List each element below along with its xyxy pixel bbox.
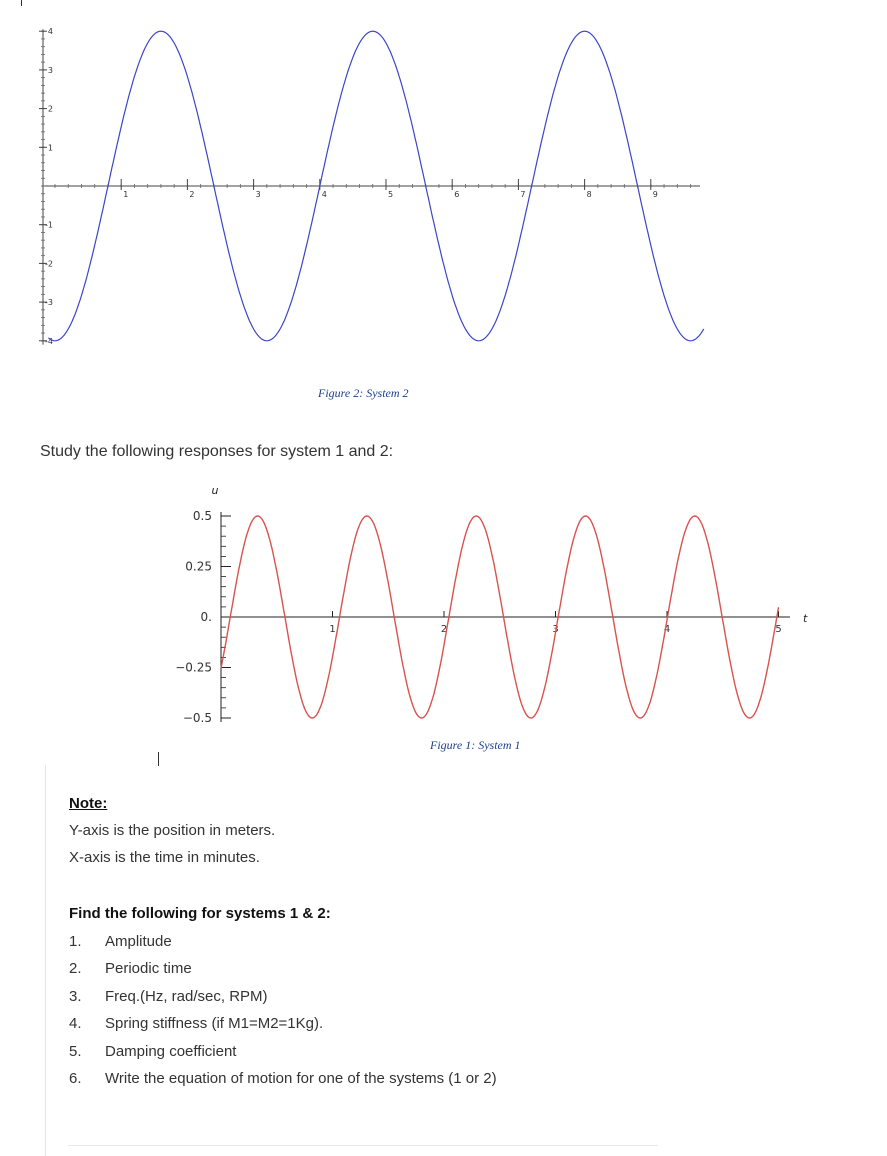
system1-chart [0,470,887,740]
question-text: Write the equation of motion for one of the systems (1 or 2) [105,1070,497,1087]
system2-chart [0,0,887,380]
question-number: 1. [69,932,82,950]
note-title: Note: [69,795,108,812]
x-tick-label: 2 [440,624,448,635]
question-item [69,928,497,956]
y-tick-label: 0. [200,610,212,624]
y-tick-label: −0.25 [175,660,212,675]
y-tick-label: 1 [47,143,53,153]
y-tick-label: 3 [47,65,53,75]
question-item [69,1065,497,1093]
question-text: Freq.(Hz, rad/sec, RPM) [105,987,268,1005]
note-line-x-axis: X-axis is the time in minutes. [69,849,260,866]
y-tick-label: -3 [45,298,53,308]
x-tick-label: 7 [520,190,526,199]
question-number: 5. [69,1042,82,1060]
question-number: 2. [69,960,82,977]
y-tick-label: 0.5 [192,509,212,523]
question-text: Periodic time [105,960,192,977]
question-item [69,1010,497,1038]
questions-title: Find the following for systems 1 & 2: [69,905,331,922]
questions-section [69,900,497,1093]
y-tick-label: -2 [45,259,53,269]
x-tick-label: 6 [454,190,460,199]
x-tick-label: 4 [663,624,671,635]
y-axis-label: u [211,484,219,497]
question-item [69,955,497,983]
x-axis-label: t [803,612,808,625]
question-text: Amplitude [105,932,172,950]
text-cursor [158,752,159,766]
x-tick-label: 2 [189,190,195,199]
x-tick-label: 4 [321,190,327,199]
question-item [69,983,497,1011]
system1-caption: Figure 1: System 1 [430,738,521,752]
question-text: Spring stiffness (if M1=M2=1Kg). [105,1015,324,1032]
question-number: 4. [69,1015,82,1032]
y-tick-label: -4 [45,336,53,346]
question-text: Damping coefficient [105,1042,237,1060]
page-edge [45,765,46,1156]
question-number: 6. [69,1070,82,1087]
y-tick-label: -1 [45,220,53,230]
x-tick-label: 1 [123,190,129,199]
note-line-y-axis: Y-axis is the position in meters. [69,822,276,839]
x-tick-label: 9 [652,190,658,199]
x-tick-label: 8 [586,190,592,199]
intro-text: Study the following responses for system 1 and 2: [40,443,394,460]
x-tick-label: 1 [329,624,336,635]
system2-axes [39,27,700,346]
y-tick-label: 4 [47,27,53,37]
system1-axes [175,484,808,725]
y-tick-label: −0.5 [182,711,212,725]
y-tick-label: 0.25 [185,559,212,574]
x-tick-label: 5 [775,624,782,635]
system2-caption: Figure 2: System 2 [318,386,409,400]
x-tick-label: 3 [255,190,261,199]
x-tick-label: 5 [388,190,394,199]
question-number: 3. [69,987,82,1005]
y-tick-label: 2 [47,104,53,114]
x-tick-label: 3 [552,624,559,635]
note-section [69,790,275,871]
bottom-divider [68,1145,658,1146]
question-item [69,1038,497,1066]
